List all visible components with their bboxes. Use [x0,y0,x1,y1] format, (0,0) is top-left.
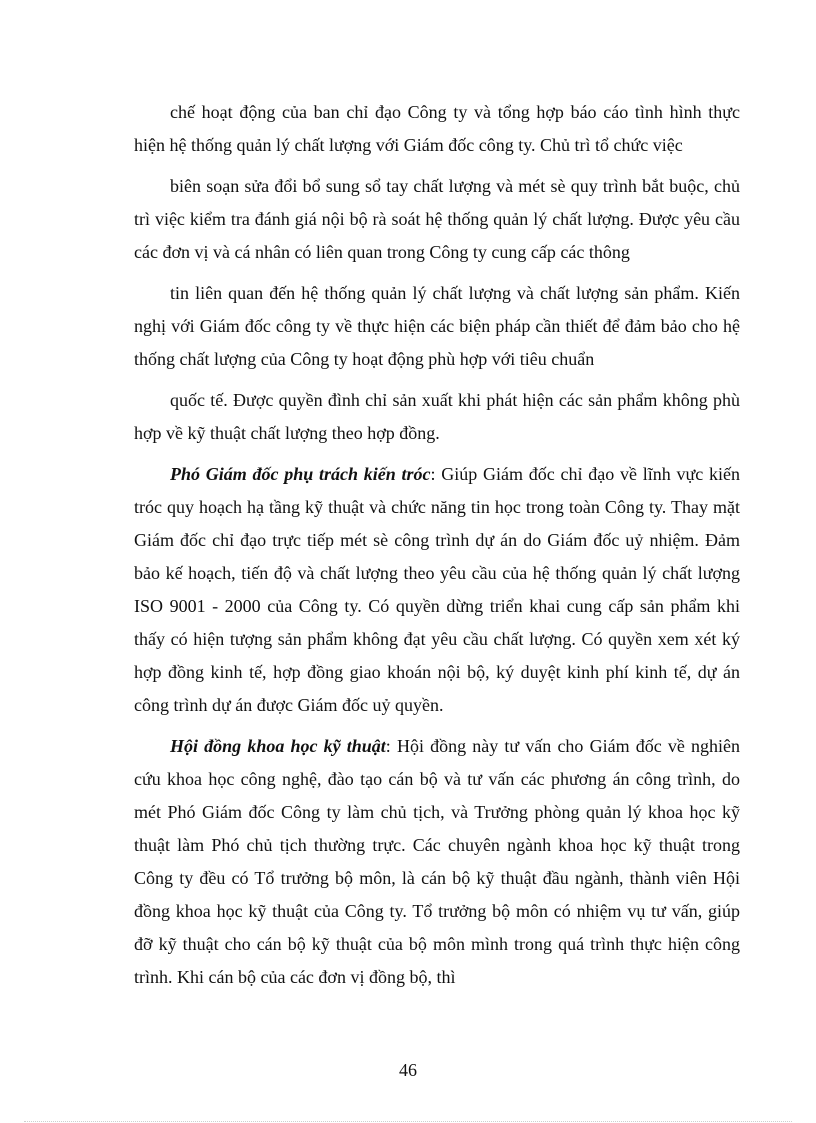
paragraph-6 [134,730,740,994]
paragraph-4-text: quốc tế. Được quyền đình chỉ sản xuất khi phát hiện các sản phẩm không phù hợp về kỹ thuật chất lượng theo hợp đồng. [134,390,740,443]
paragraph-1-text: chế hoạt động của ban chỉ đạo Công ty và tổng hợp báo cáo tình hình thực hiện hệ thống quản lý chất lượng với Giám đốc công ty. Chủ trì tổ chức việc [134,102,740,155]
page-bottom-divider [24,1121,792,1122]
paragraph-5-text: : Giúp Giám đốc chỉ đạo về lĩnh vực kiến tróc quy hoạch hạ tầng kỹ thuật và chức năng tin học trong toàn Công ty. Thay mặt Giám đốc chỉ đạo trực tiếp mét sè công trình dự án do Giám đốc uỷ nhiệm. Đảm bảo kế hoạch, tiến độ và chất lượng theo yêu cầu của hệ thống quản lý chất lượng ISO 9001 - 2000 của Công ty. Có quyền dừng triển khai cung cấp sản phẩm khi thấy có hiện tượng sản phẩm không đạt yêu cầu chất lượng. Có quyền xem xét ký hợp đồng kinh tế, hợp đồng giao khoán nội bộ, ký duyệt kinh phí kinh tế, dự án công trình dự án được Giám đốc uỷ quyền. [134,464,741,715]
paragraph-1 [134,96,740,162]
paragraph-5 [134,458,740,722]
paragraph-4 [134,384,740,450]
paragraph-2-text: biên soạn sửa đổi bổ sung sổ tay chất lượng và mét sè quy trình bắt buộc, chủ trì việc kiểm tra đánh giá nội bộ rà soát hệ thống quản lý chất lượng. Được yêu cầu các đơn vị và cá nhân có liên quan trong Công ty cung cấp các thông [134,176,740,262]
paragraph-5-heading: Phó Giám đốc phụ trách kiến tróc [170,464,431,484]
paragraph-6-heading: Hội đồng khoa học kỹ thuật [170,736,386,756]
paragraph-3 [134,277,740,376]
paragraph-3-text: tin liên quan đến hệ thống quản lý chất lượng và chất lượng sản phẩm. Kiến nghị với Giám đốc công ty về thực hiện các biện pháp cần thiết để đảm bảo cho hệ thống chất lượng của Công ty hoạt động phù hợp với tiêu chuẩn [134,283,740,369]
page-number: 46 [399,1060,417,1080]
body-text [134,96,740,994]
paragraph-6-text: : Hội đồng này tư vấn cho Giám đốc về nghiên cứu khoa học công nghệ, đào tạo cán bộ và tư vấn các phương án công trình, do mét Phó Giám đốc Công ty làm chủ tịch, và Trưởng phòng quản lý khoa học kỹ thuật làm Phó chủ tịch thường trực. Các chuyên ngành khoa học kỹ thuật trong Công ty đều có Tổ trưởng bộ môn, là cán bộ kỹ thuật đầu ngành, thành viên Hội đồng khoa học kỹ thuật của Công ty. Tổ trưởng bộ môn có nhiệm vụ tư vấn, giúp đỡ kỹ thuật cho cán bộ kỹ thuật của bộ môn mình trong quá trình thực hiện công trình. Khi cán bộ của các đơn vị đồng bộ, thì [134,736,740,987]
paragraph-2 [134,170,740,269]
